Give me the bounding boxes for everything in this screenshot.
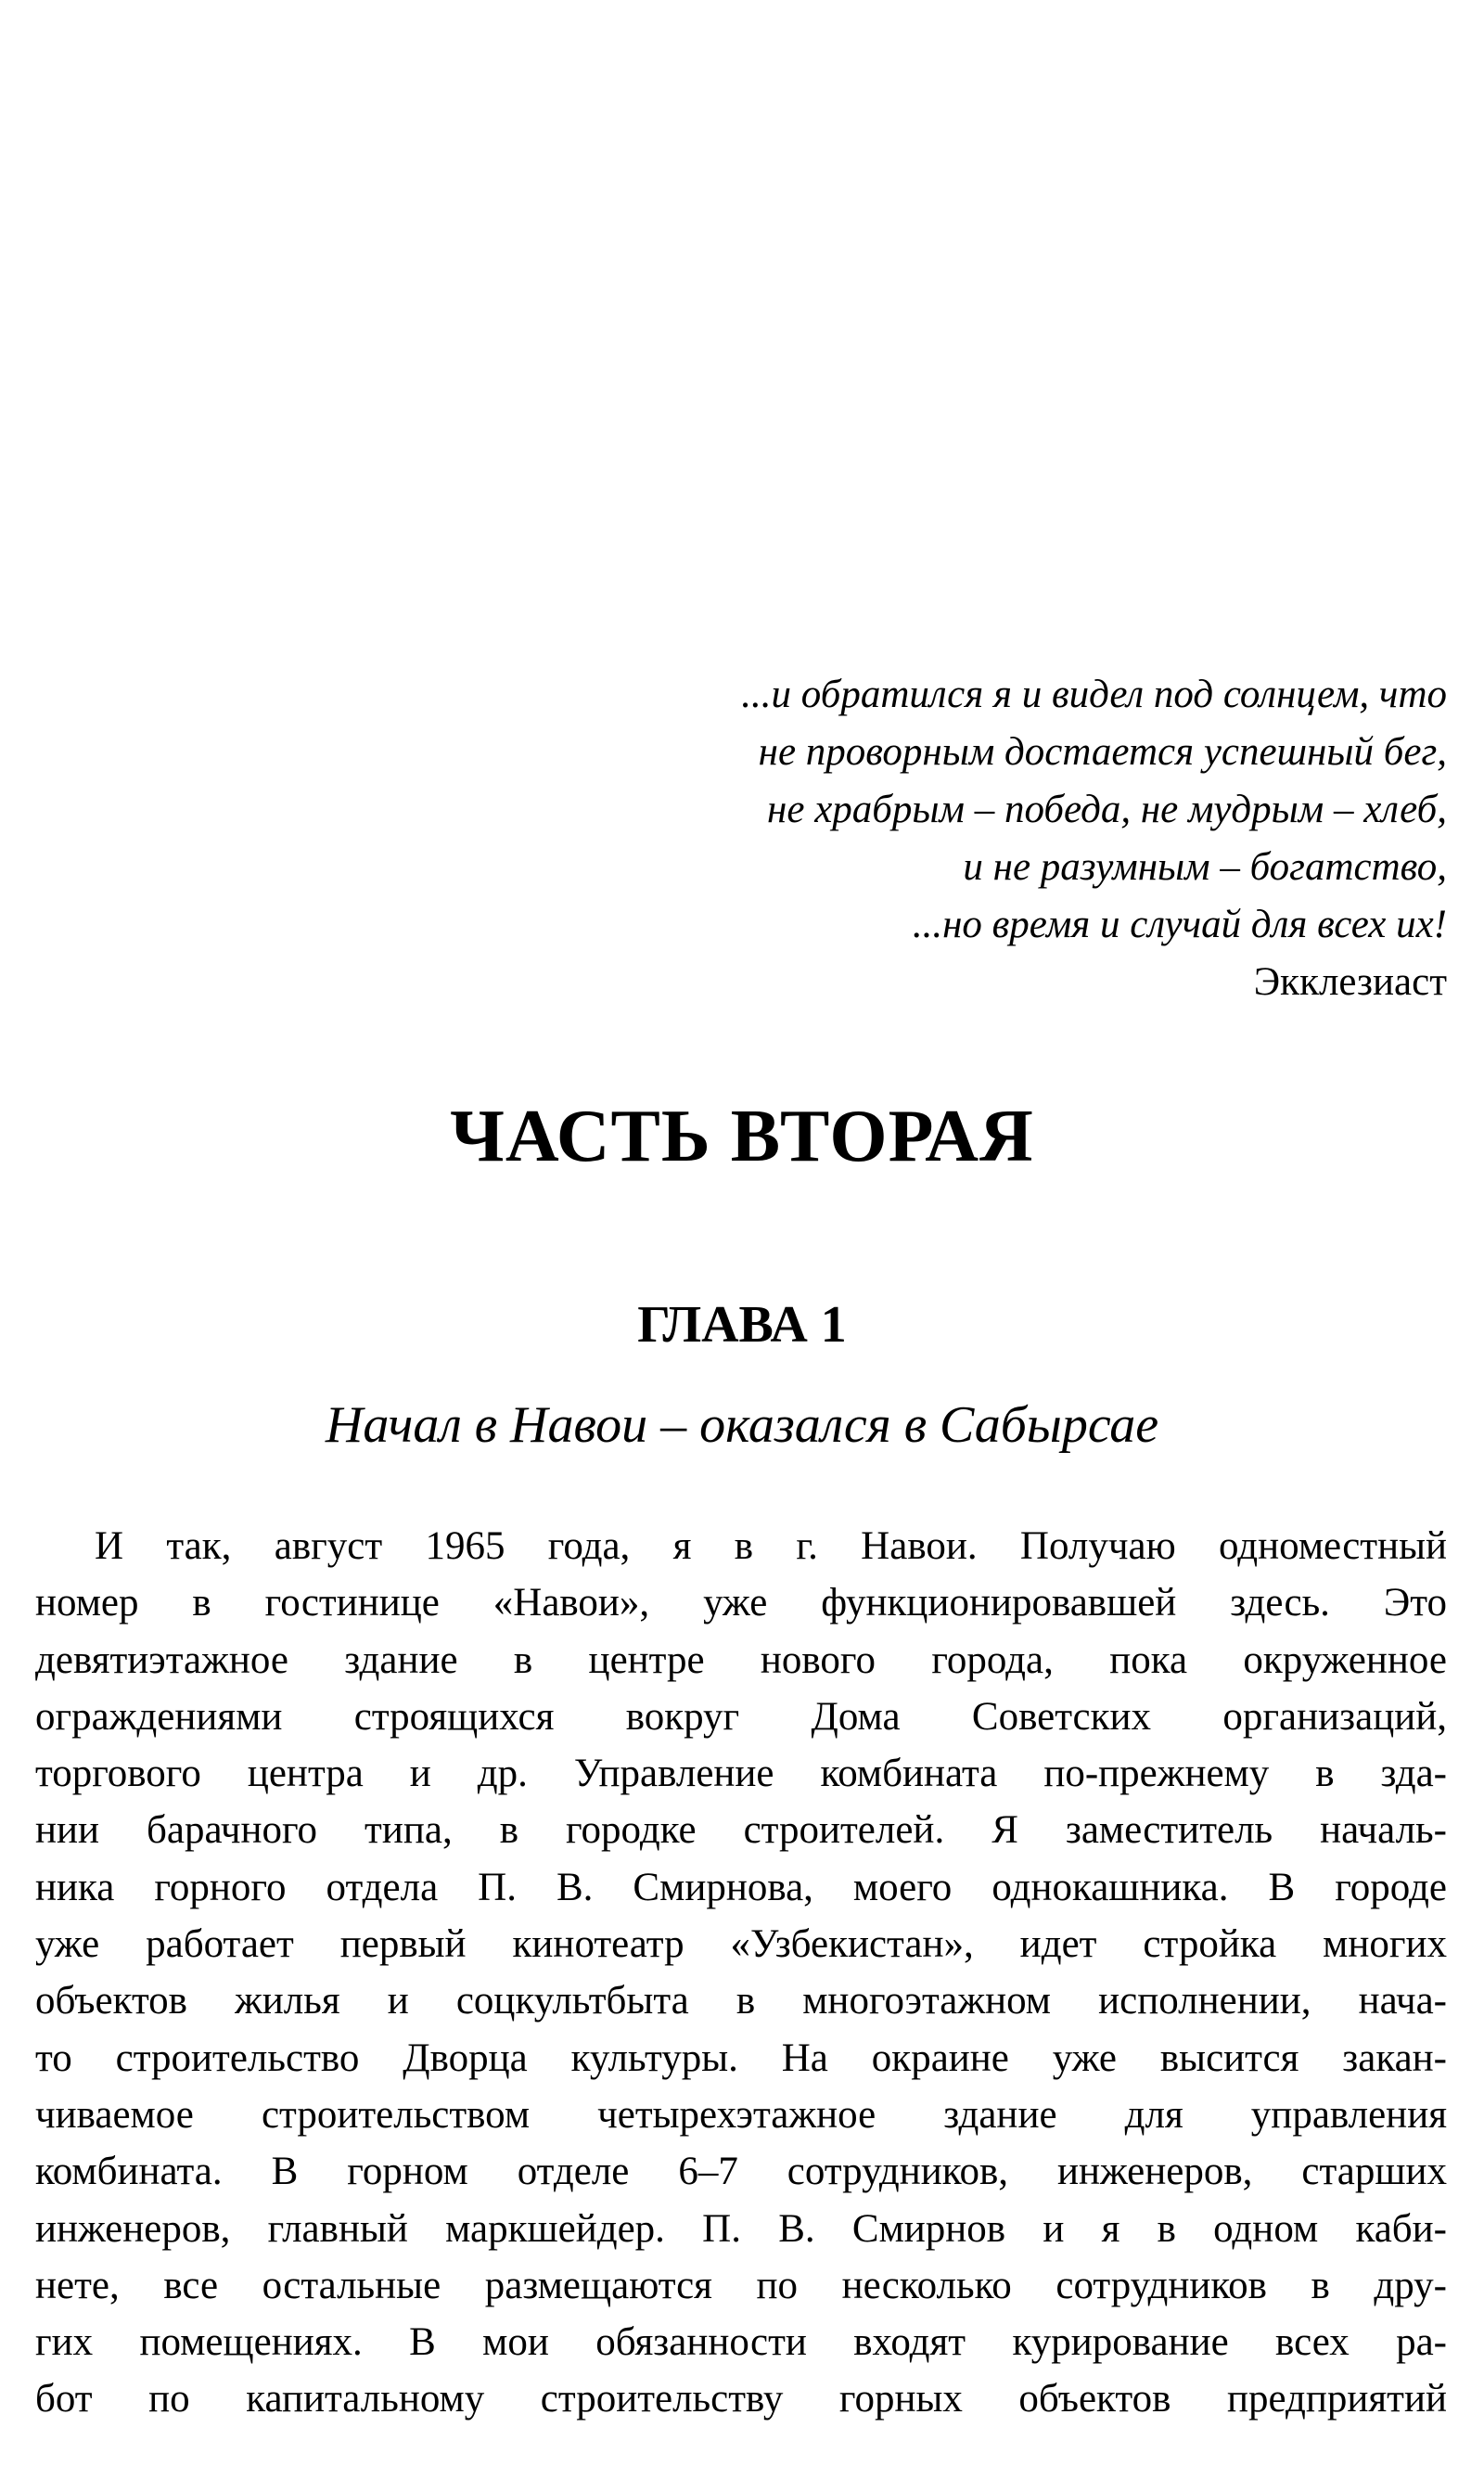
- body-line: комбината. В горном отделе 6–7 сотрудников, инженеров, старших: [35, 2150, 1447, 2194]
- body-line: гих помещениях. В мои обязанности входят курирование всех ра-: [35, 2320, 1447, 2365]
- chapter-subtitle: Начал в Навои – оказался в Сабырсае: [325, 1396, 1159, 1454]
- epigraph-line: не проворным достается успешный бег,: [758, 730, 1447, 774]
- epigraph-line: ...и обратился я и видел под солнцем, что: [741, 673, 1447, 716]
- body-line: ника горного отдела П. В. Смирнова, моего однокашника. В городе: [35, 1865, 1447, 1909]
- body-paragraph: [35, 1518, 1447, 2428]
- body-line: И так, август 1965 года, я в г. Навои. Получаю одноместный: [95, 1524, 1447, 1568]
- body-line: номер в гостинице «Навои», уже функционировавшей здесь. Это: [35, 1581, 1447, 1625]
- body-line: бот по капитальному строительству горных объектов предприятий: [35, 2377, 1447, 2421]
- part-title: ЧАСТЬ ВТОРАЯ: [450, 1096, 1034, 1177]
- body-line: ограждениями строящихся вокруг Дома Советских организаций,: [35, 1694, 1447, 1739]
- body-line: объектов жилья и соцкультбыта в многоэтажном исполнении, нача-: [35, 1979, 1447, 2023]
- body-line: нии барачного типа, в городке строителей. Я заместитель началь-: [35, 1808, 1447, 1853]
- epigraph-line: и не разумным – богатство,: [963, 845, 1447, 889]
- body-line: нете, все остальные размещаются по несколько сотрудников в дру-: [35, 2263, 1447, 2307]
- body-line: торгового центра и др. Управление комбината по-прежнему в зда-: [35, 1752, 1447, 1796]
- body-line: девятиэтажное здание в центре нового города, пока окруженное: [35, 1638, 1447, 1682]
- epigraph-line: ...но время и случай для всех их!: [912, 903, 1447, 946]
- epigraph: [427, 666, 1447, 1011]
- body-line: инженеров, главный маркшейдер. П. В. Смирнов и я в одном каби-: [35, 2206, 1447, 2251]
- body-line: чиваемое строительством четырехэтажное здание для управления: [35, 2092, 1447, 2137]
- body-line: то строительство Дворца культуры. На окраине уже высится закан-: [35, 2036, 1447, 2080]
- body-line: уже работает первый кинотеатр «Узбекистан», идет стройка многих: [35, 1922, 1447, 1967]
- epigraph-line: не храбрым – победа, не мудрым – хлеб,: [767, 788, 1447, 831]
- chapter-title: ГЛАВА 1: [637, 1296, 847, 1354]
- epigraph-author: Экклезиаст: [1253, 960, 1447, 1004]
